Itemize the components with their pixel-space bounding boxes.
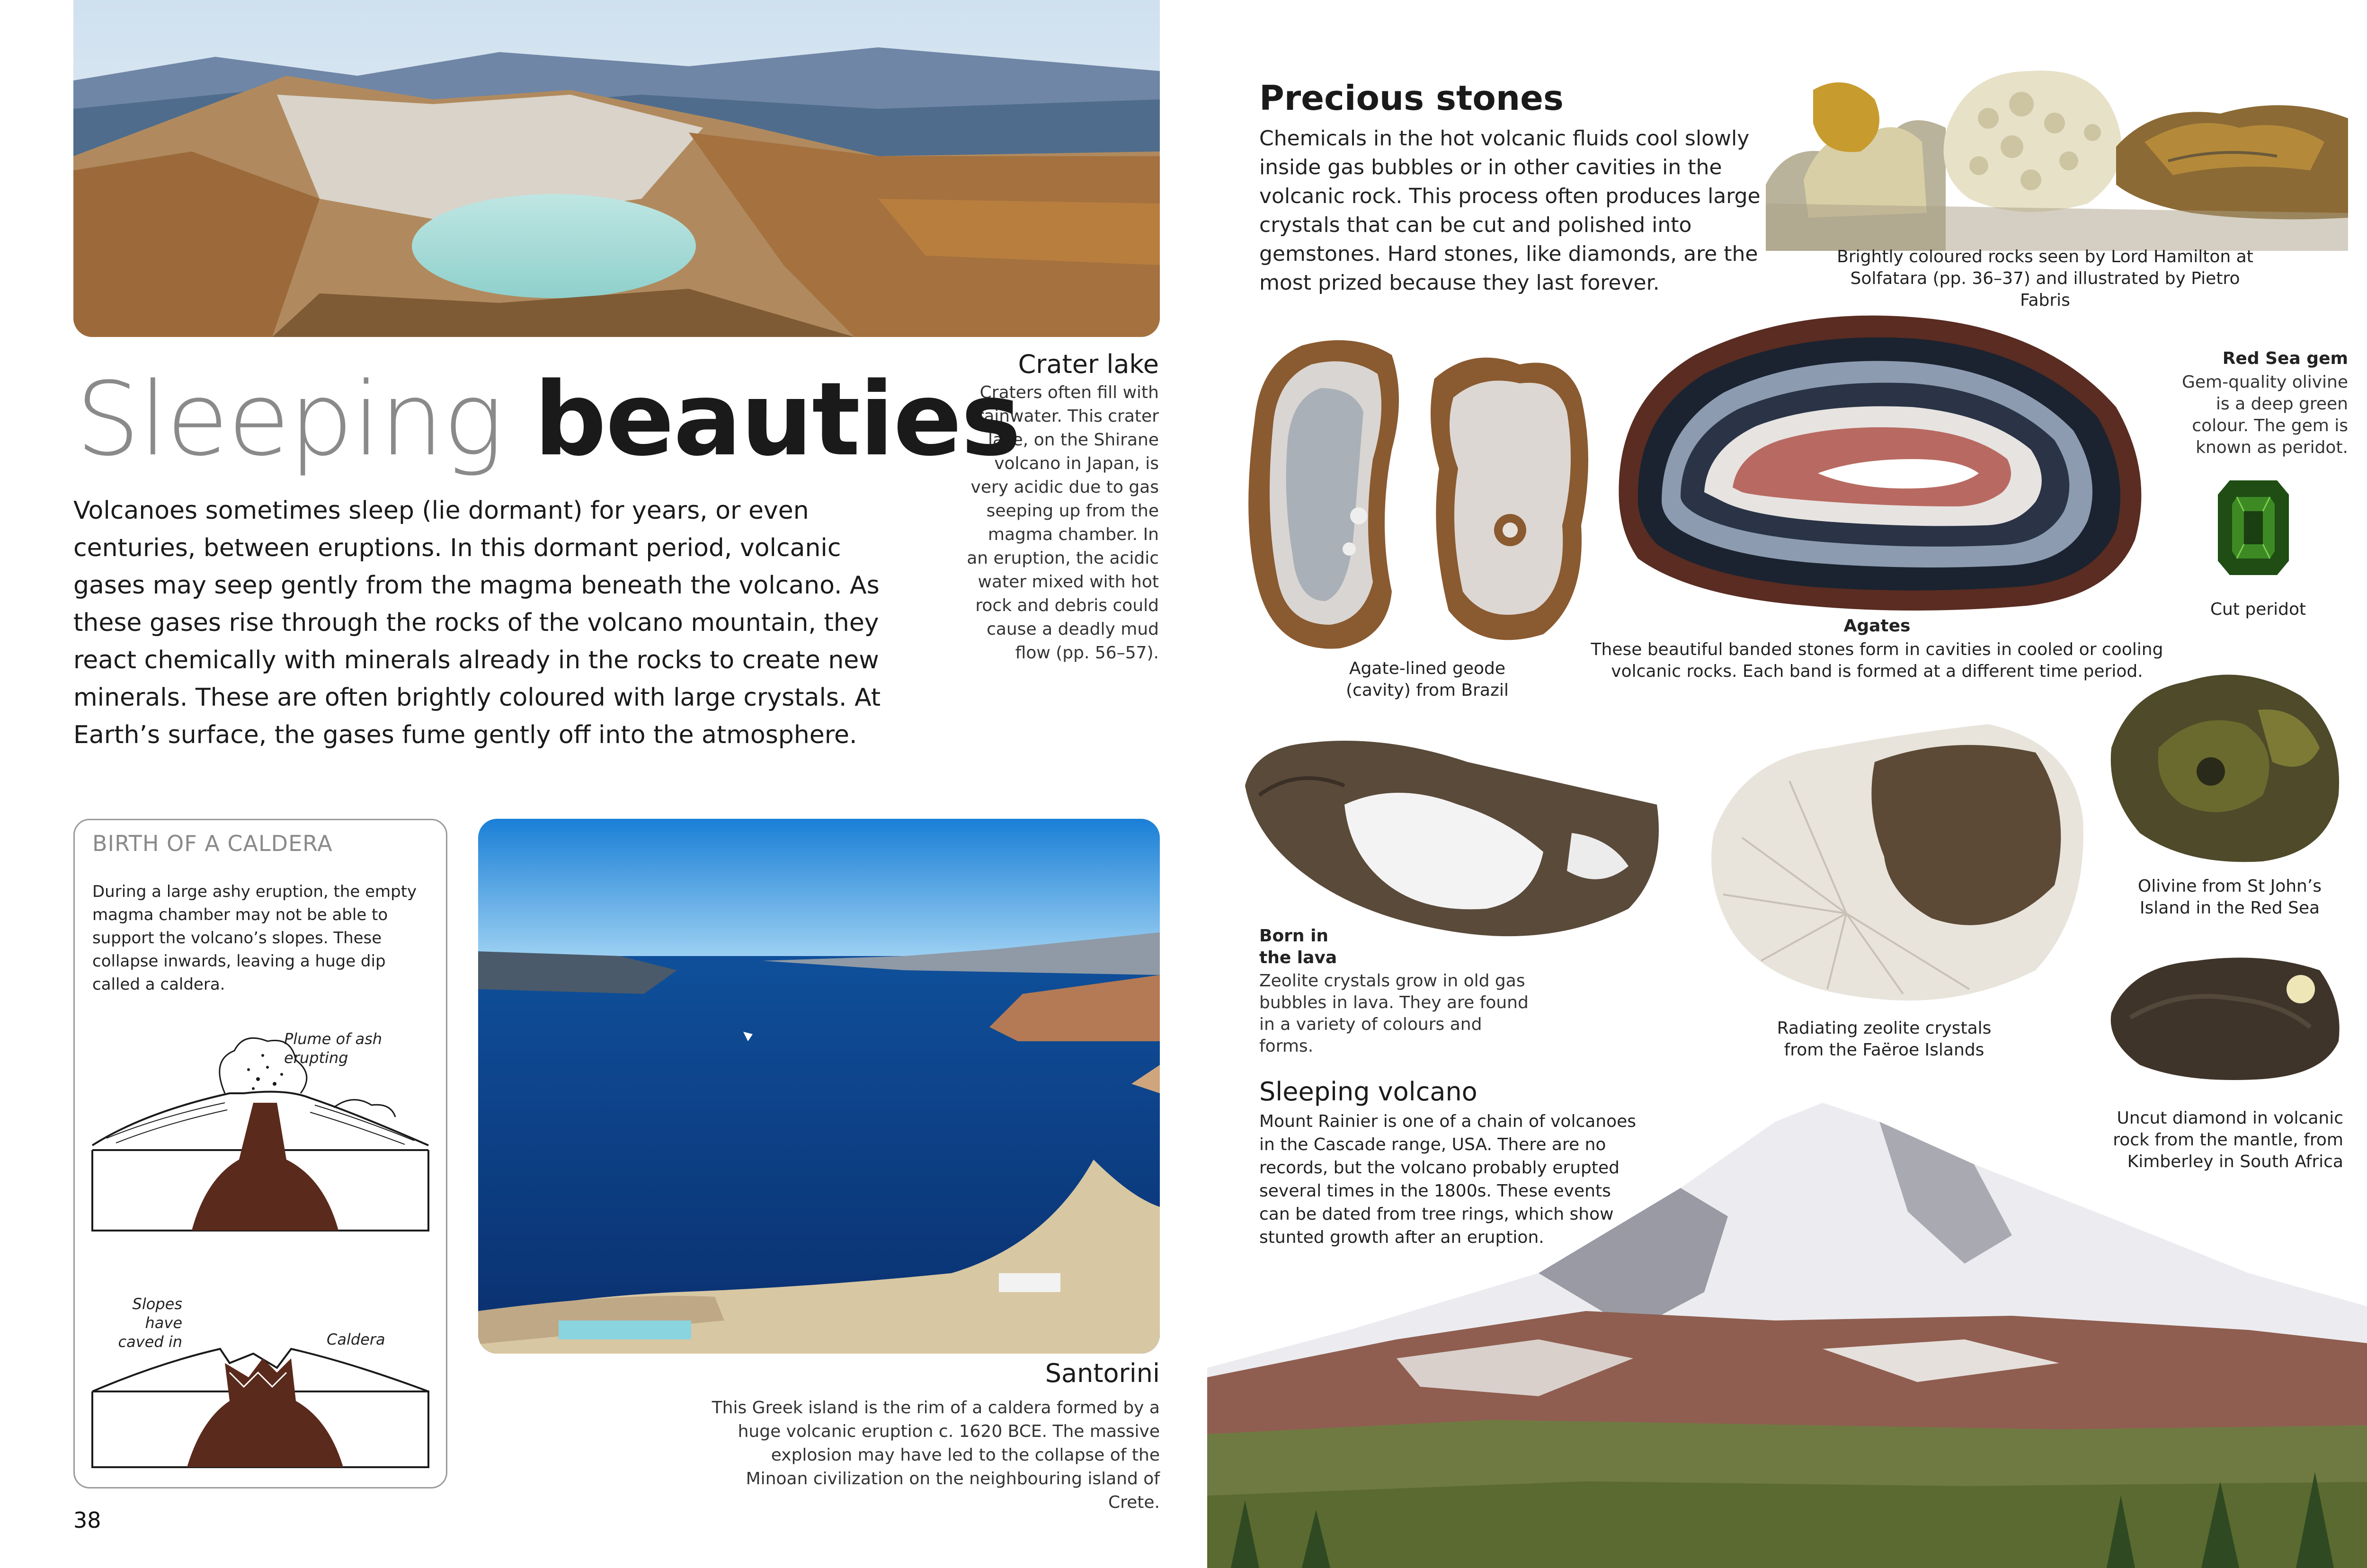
crater-lake-title: Crater lake bbox=[1018, 349, 1159, 379]
red-sea-gem-title: Red Sea gem bbox=[2222, 349, 2348, 368]
uncut-diamond-photo bbox=[2102, 947, 2348, 1084]
agate-geode-photo bbox=[1236, 327, 1610, 658]
olivine-caption: Olivine from St John’s Island in the Red Sea bbox=[2137, 877, 2322, 918]
caldera-title: BIRTH OF A CALDERA bbox=[92, 831, 333, 856]
title-bold: beauties bbox=[534, 361, 1021, 478]
caldera-body: During a large ashy eruption, the empty magma chamber may not be able to support the volcano’s slopes. These collapse inwards, leaving a huge dip called a caldera. bbox=[92, 882, 417, 994]
title-light: Sleeping bbox=[76, 361, 503, 478]
born-in-lava-body: Zeolite crystals grow in old gas bubbles in lava. They are found in a variety of colours and forms. bbox=[1259, 971, 1529, 1056]
cut-peridot-caption: Cut peridot bbox=[2210, 600, 2306, 619]
cut-peridot-photo bbox=[2216, 476, 2291, 580]
diamond-caption: Uncut diamond in volcanic rock from the mantle, from Kimberley in South Africa bbox=[2113, 1108, 2343, 1171]
agate-slice-photo bbox=[1610, 303, 2154, 615]
sleeping-volcano-title: Sleeping volcano bbox=[1259, 1077, 1477, 1107]
santorini-title: Santorini bbox=[1045, 1358, 1160, 1388]
agates-body: These beautiful banded stones form in cavities in cooled or cooling volcanic rocks. Each band is formed at a different time period. bbox=[1591, 640, 2163, 681]
solfatara-caption: Brightly coloured rocks seen by Lord Hamilton at Solfatara (pp. 36–37) and illustrated by Pietro Fabris bbox=[1837, 247, 2253, 310]
santorini-photo bbox=[478, 819, 1160, 1354]
sleeping-volcano-body: Mount Rainier is one of a chain of volcanoes in the Cascade range, USA. There are no records, but the volcano probably erupted several times in the 1800s. These events can be dated from tree rings, which show stunted growth after an eruption. bbox=[1259, 1112, 1637, 1247]
solfatara-rocks-illustration bbox=[1766, 62, 2348, 251]
santorini-body: This Greek island is the rim of a caldera formed by a huge volcanic eruption c. 1620 BCE. The massive explosion may have led to the collapse of the Minoan civilization on the neighbouring island of Crete. bbox=[712, 1398, 1160, 1512]
red-sea-gem-body: Gem-quality olivine is a deep green colour. The gem is known as peridot. bbox=[2182, 372, 2348, 457]
zeolite-lava-photo bbox=[1240, 729, 1666, 951]
agates-title: Agates bbox=[1843, 616, 1911, 636]
radiating-zeolite-photo bbox=[1704, 715, 2092, 1008]
crater-lake-body: Craters often fill with rainwater. This crater lake, on the Shirane volcano in Japan, is very acidic due to gas seeping up from the magma chamber. In an eruption, the acidic water mixed with hot rock and debris could cause a deadly mud flow (pp. 56–57). bbox=[967, 383, 1159, 663]
plume-label: Plume of ash erupting bbox=[284, 1030, 383, 1067]
page-title bbox=[76, 361, 1021, 478]
zeolite-caption: Radiating zeolite crystals from the Faëroe Islands bbox=[1777, 1019, 1992, 1060]
precious-stones-body: Chemicals in the hot volcanic fluids cool slowly inside gas bubbles or in other cavities in the volcanic rock. This process often produces large crystals that can be cut and polished into gemstones. Hard stones, like diamonds, are the most prized because they last forever. bbox=[1259, 126, 1761, 295]
born-in-lava-title: Born in the lava bbox=[1259, 926, 1337, 967]
page-number: 38 bbox=[73, 1507, 101, 1533]
geode-caption: Agate-lined geode (cavity) from Brazil bbox=[1346, 659, 1509, 700]
olivine-rock-photo bbox=[2102, 653, 2348, 871]
slopes-label: Slopes have caved in bbox=[118, 1295, 182, 1351]
caldera-label: Caldera bbox=[327, 1330, 385, 1348]
intro-paragraph: Volcanoes sometimes sleep (lie dormant) for years, or even centuries, between eruptions. In this dormant period, volcanic gases may seep gently from the magma beneath the volcano. As these gases rise through the rocks of the volcano mountain, they react chemically with minerals already in the rocks to create new minerals. These are often brightly coloured with large crystals. At Earth’s surface, the gases fume gently off into the atmosphere. bbox=[73, 496, 881, 749]
crater-lake-photo bbox=[73, 0, 1160, 337]
precious-stones-heading: Precious stones bbox=[1259, 78, 1564, 118]
